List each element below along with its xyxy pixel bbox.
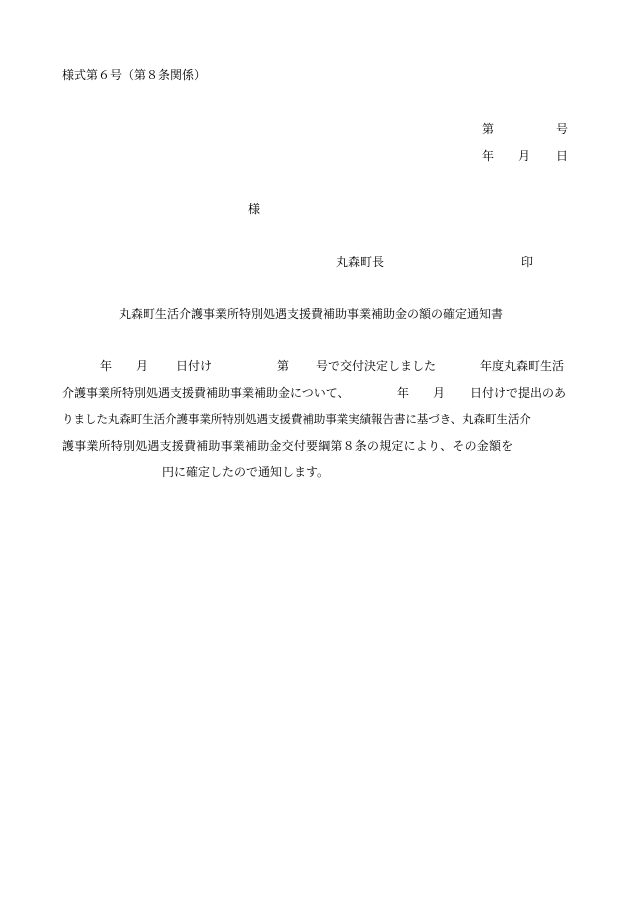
body-line-4: 護事業所特別処遇支援費補助事業補助金交付要綱第８条の規定により、その金額を	[62, 439, 514, 453]
body-line-5: 円に確定したので通知します。	[162, 465, 330, 479]
sender-title: 丸森町長	[336, 255, 385, 269]
body-line2-text-b: 日付けで提出のあ	[470, 386, 567, 400]
body-line1-number-prefix: 第	[277, 359, 290, 373]
body-line1-number-suffix: 号で交付決定しました	[316, 359, 437, 373]
sender-seal: 印	[521, 255, 534, 269]
body-line1-date-suffix: 日付け	[176, 359, 213, 373]
body-line-1	[0, 360, 630, 374]
body-line1-fiscal-year: 年度丸森町生活	[480, 359, 565, 373]
body-line1-month: 月	[136, 359, 149, 373]
addressee-honorific: 様	[248, 202, 261, 216]
reference-date-month: 月	[518, 149, 531, 163]
body-line2-month: 月	[433, 386, 446, 400]
reference-number-suffix: 号	[556, 122, 569, 136]
body-line1-year: 年	[100, 359, 113, 373]
document-title: 丸森町生活介護事業所特別処遇支援費補助事業補助金の額の確定通知書	[119, 307, 504, 321]
body-line-2	[0, 387, 630, 401]
body-line-3: りました丸森町生活介護事業所特別処遇支援費補助事業実績報告書に基づき、丸森町生活介	[62, 412, 531, 426]
body-line2-year: 年	[397, 386, 410, 400]
reference-number-prefix: 第	[482, 122, 495, 136]
body-line2-text-a: 介護事業所特別処遇支援費補助事業補助金について、	[62, 386, 350, 400]
reference-date-day: 日	[556, 149, 569, 163]
form-number: 様式第６号（第８条関係）	[62, 68, 207, 82]
reference-date-year: 年	[482, 149, 495, 163]
